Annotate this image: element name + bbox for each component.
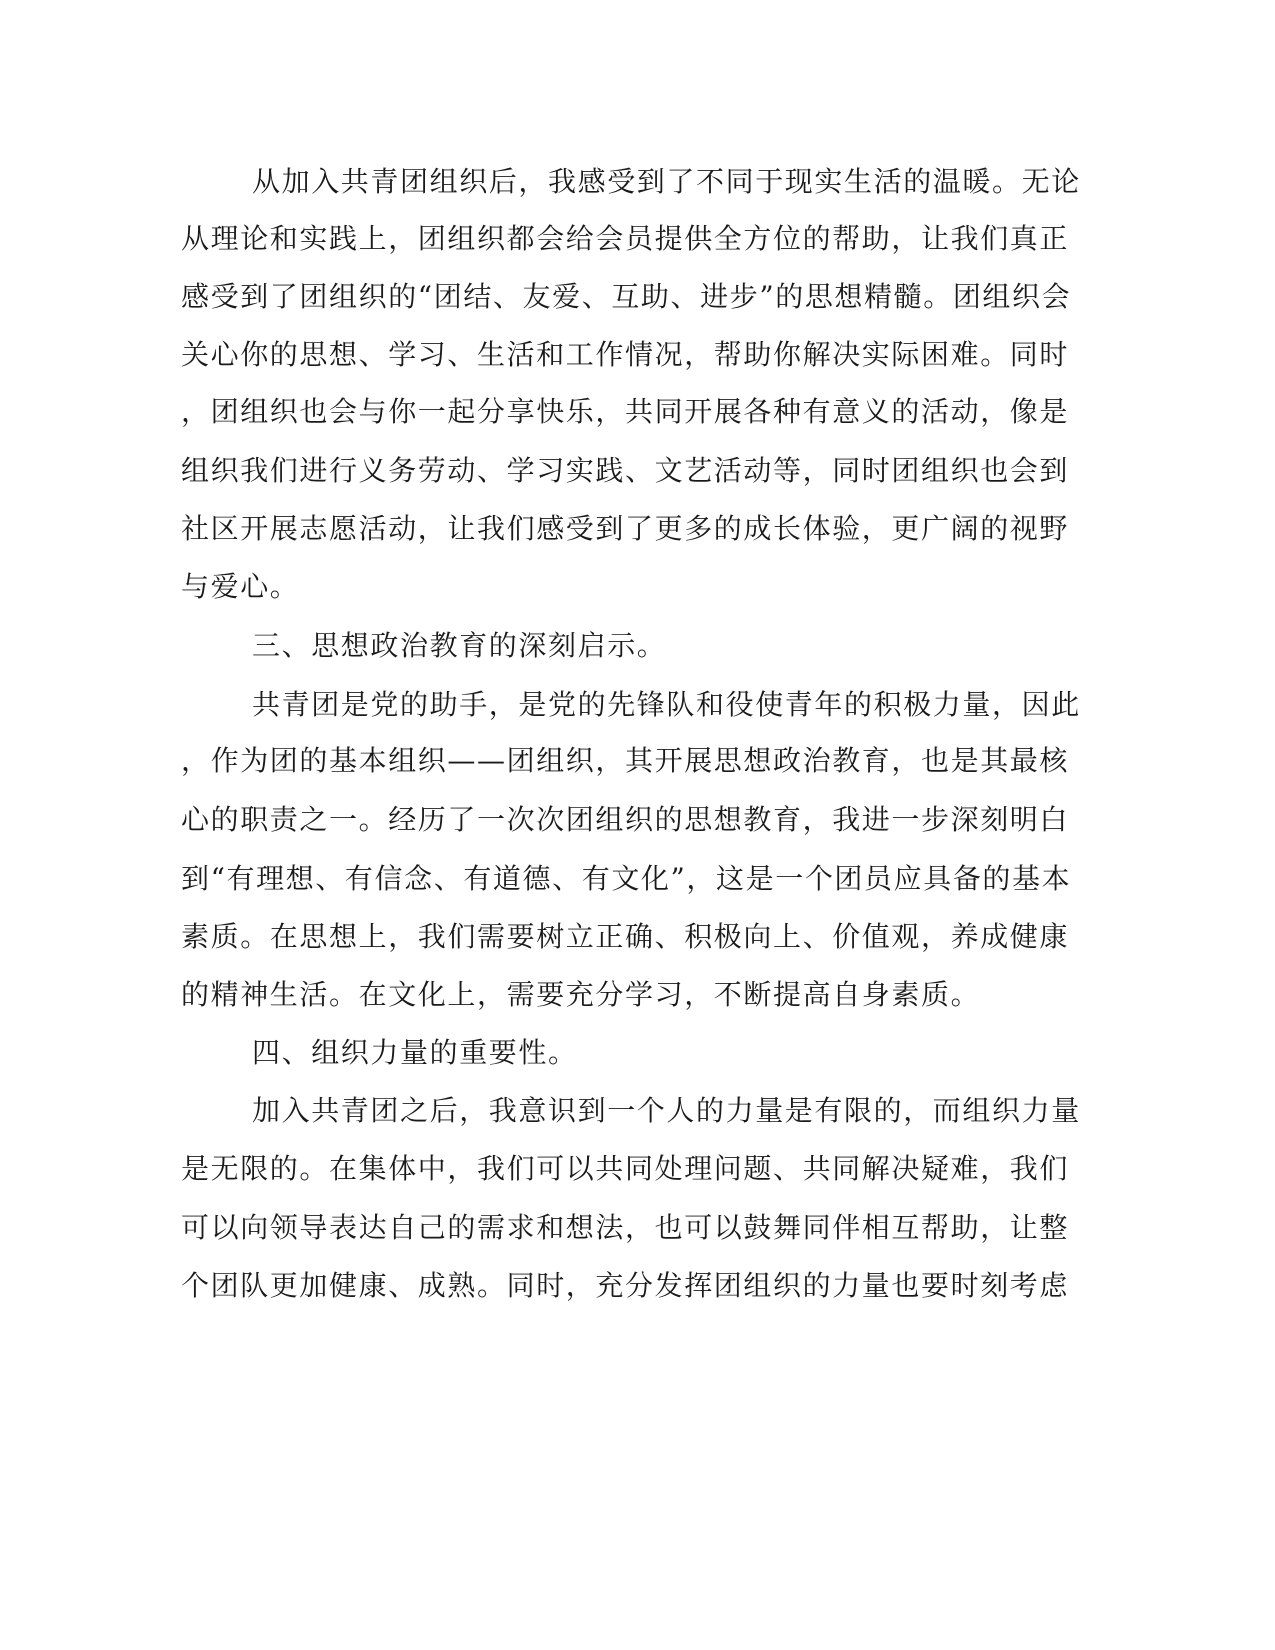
text-line: 从理论和实践上，团组织都会给会员提供全方位的帮助，让我们真正 — [181, 222, 1070, 255]
text-line: 素质。在思想上，我们需要树立正确、积极向上、价值观，养成健康 — [181, 920, 1070, 953]
text-line: 共青团是党的助手，是党的先锋队和役使青年的积极力量，因此 — [252, 688, 1081, 721]
text-line: 感受到了团组织的“团结、友爱、互助、进步”的思想精髓。团组织会 — [181, 280, 1072, 313]
text-line: 与爱心。 — [181, 570, 300, 603]
text-line: 社区开展志愿活动，让我们感受到了更多的成长体验，更广阔的视野 — [181, 512, 1070, 545]
section-heading: 三、思想政治教育的深刻启示。 — [252, 629, 667, 662]
text-line: 的精神生活。在文化上，需要充分学习，不断提高自身素质。 — [181, 978, 981, 1011]
text-line: 加入共青团之后，我意识到一个人的力量是有限的，而组织力量 — [252, 1094, 1081, 1127]
text-line: ，团组织也会与你一起分享快乐，共同开展各种有意义的活动，像是 — [181, 395, 1070, 428]
text-line: 个团队更加健康、成熟。同时，充分发挥团组织的力量也要时刻考虑 — [181, 1269, 1070, 1302]
text-line: ，作为团的基本组织——团组织，其开展思想政治教育，也是其最核 — [181, 744, 1070, 777]
text-line: 是无限的。在集体中，我们可以共同处理问题、共同解决疑难，我们 — [181, 1152, 1070, 1185]
text-line: 可以向领导表达自己的需求和想法，也可以鼓舞同伴相互帮助，让整 — [181, 1211, 1070, 1244]
text-line: 组织我们进行义务劳动、学习实践、文艺活动等，同时团组织也会到 — [181, 454, 1070, 487]
text-line: 心的职责之一。经历了一次次团组织的思想教育，我进一步深刻明白 — [181, 803, 1070, 836]
text-line: 到“有理想、有信念、有道德、有文化”，这是一个团员应具备的基本 — [181, 862, 1072, 895]
text-line: 关心你的思想、学习、生活和工作情况，帮助你解决实际困难。同时 — [181, 338, 1070, 371]
section-heading: 四、组织力量的重要性。 — [252, 1036, 578, 1069]
text-line: 从加入共青团组织后，我感受到了不同于现实生活的温暖。无论 — [252, 165, 1081, 198]
